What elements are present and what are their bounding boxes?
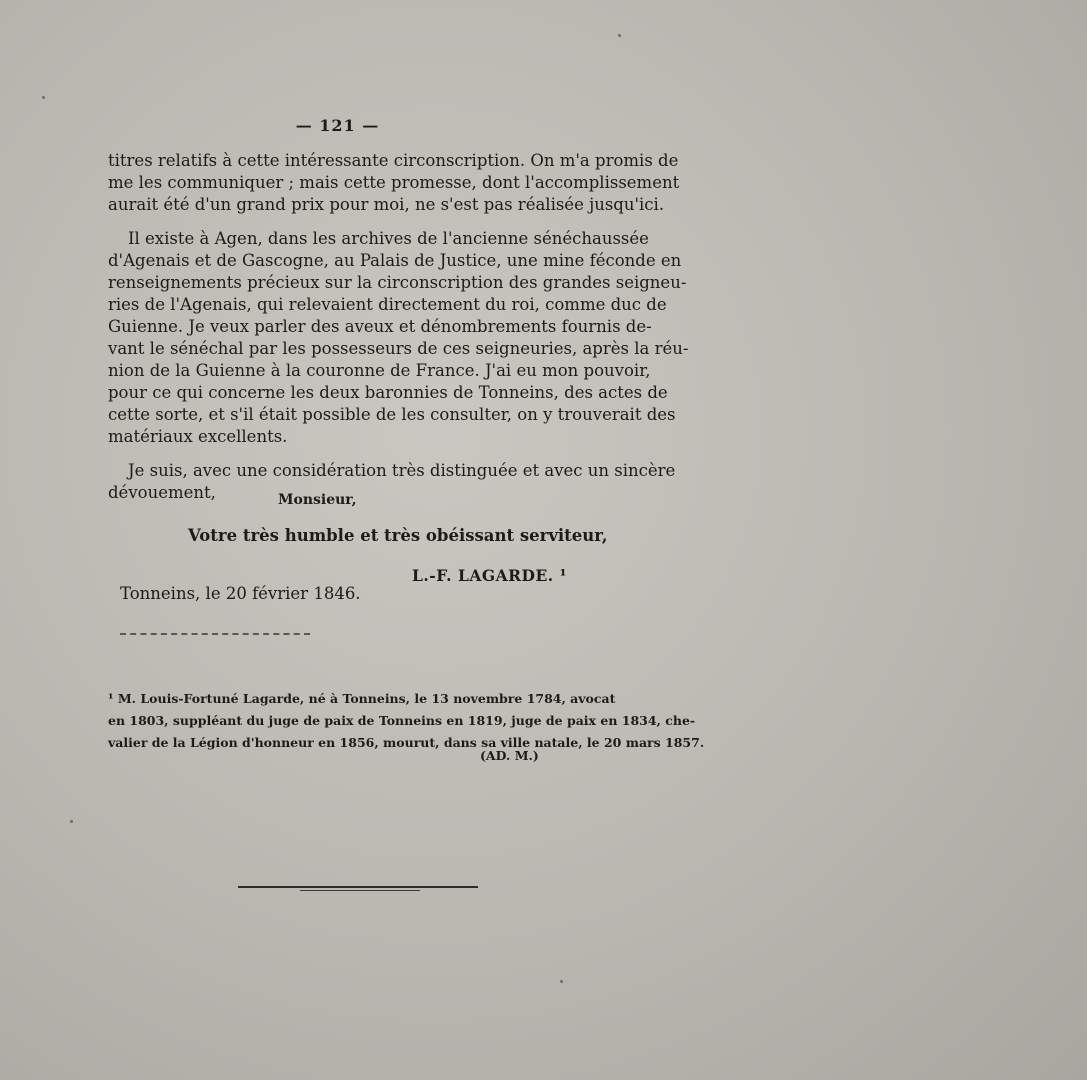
text-line: renseignements précieux sur la circonscription des grandes seigneu- — [108, 273, 687, 292]
text-line: vant le sénéchal par les possesseurs de ces seigneuries, après la réu- — [108, 339, 689, 358]
place-and-date: Tonneins, le 20 février 1846. — [120, 584, 361, 603]
footnote-line: en 1803, suppléant du juge de paix de Tonneins en 1819, juge de paix en 1834, che- — [108, 713, 696, 728]
text-line: Il existe à Agen, dans les archives de l'ancienne sénéchaussée — [128, 229, 649, 248]
text-line: cette sorte, et s'il était possible de les consulter, on y trouverait des — [108, 405, 676, 424]
footnote-separator — [120, 633, 310, 635]
text-line: matériaux excellents. — [108, 427, 288, 446]
end-ornament-rule — [300, 890, 420, 891]
paper-speck — [618, 34, 621, 37]
signature-name: L.-F. LAGARDE. ¹ — [412, 566, 567, 585]
text-line: nion de la Guienne à la couronne de France. J'ai eu mon pouvoir, — [108, 361, 651, 380]
footnote-line: valier de la Légion d'honneur en 1856, mourut, dans sa ville natale, le 20 mars 1857. — [108, 735, 705, 750]
footnote-attribution: (AD. M.) — [480, 748, 539, 763]
text-line: Guienne. Je veux parler des aveux et dénombrements fournis de- — [108, 317, 652, 336]
page-number: — 121 — — [295, 116, 380, 135]
footnote-line: ¹ M. Louis-Fortuné Lagarde, né à Tonneins, le 13 novembre 1784, avocat — [108, 691, 616, 706]
paper-speck — [560, 980, 563, 983]
text-line: aurait été d'un grand prix pour moi, ne s'est pas réalisée jusqu'ici. — [108, 195, 665, 214]
paper-speck — [42, 96, 45, 99]
text-line: Je suis, avec une considération très distinguée et avec un sincère — [128, 461, 676, 480]
paragraph-1 — [108, 150, 680, 216]
salutation: Monsieur, — [278, 492, 357, 508]
closing-formula: Votre très humble et très obéissant serviteur, — [188, 526, 608, 545]
letter-body — [108, 150, 689, 504]
text-line: ries de l'Agenais, qui relevaient directement du roi, comme duc de — [108, 295, 667, 314]
paper-speck — [70, 820, 73, 823]
text-line: dévouement, — [108, 483, 216, 502]
text-line: titres relatifs à cette intéressante circonscription. On m'a promis de — [108, 151, 679, 170]
end-ornament-rule — [238, 886, 478, 888]
paragraph-2 — [108, 228, 689, 448]
footnote — [108, 688, 705, 754]
text-line: me les communiquer ; mais cette promesse, dont l'accomplissement — [108, 173, 680, 192]
text-line: d'Agenais et de Gascogne, au Palais de Justice, une mine féconde en — [108, 251, 682, 270]
text-line: pour ce qui concerne les deux baronnies de Tonneins, des actes de — [108, 383, 668, 402]
